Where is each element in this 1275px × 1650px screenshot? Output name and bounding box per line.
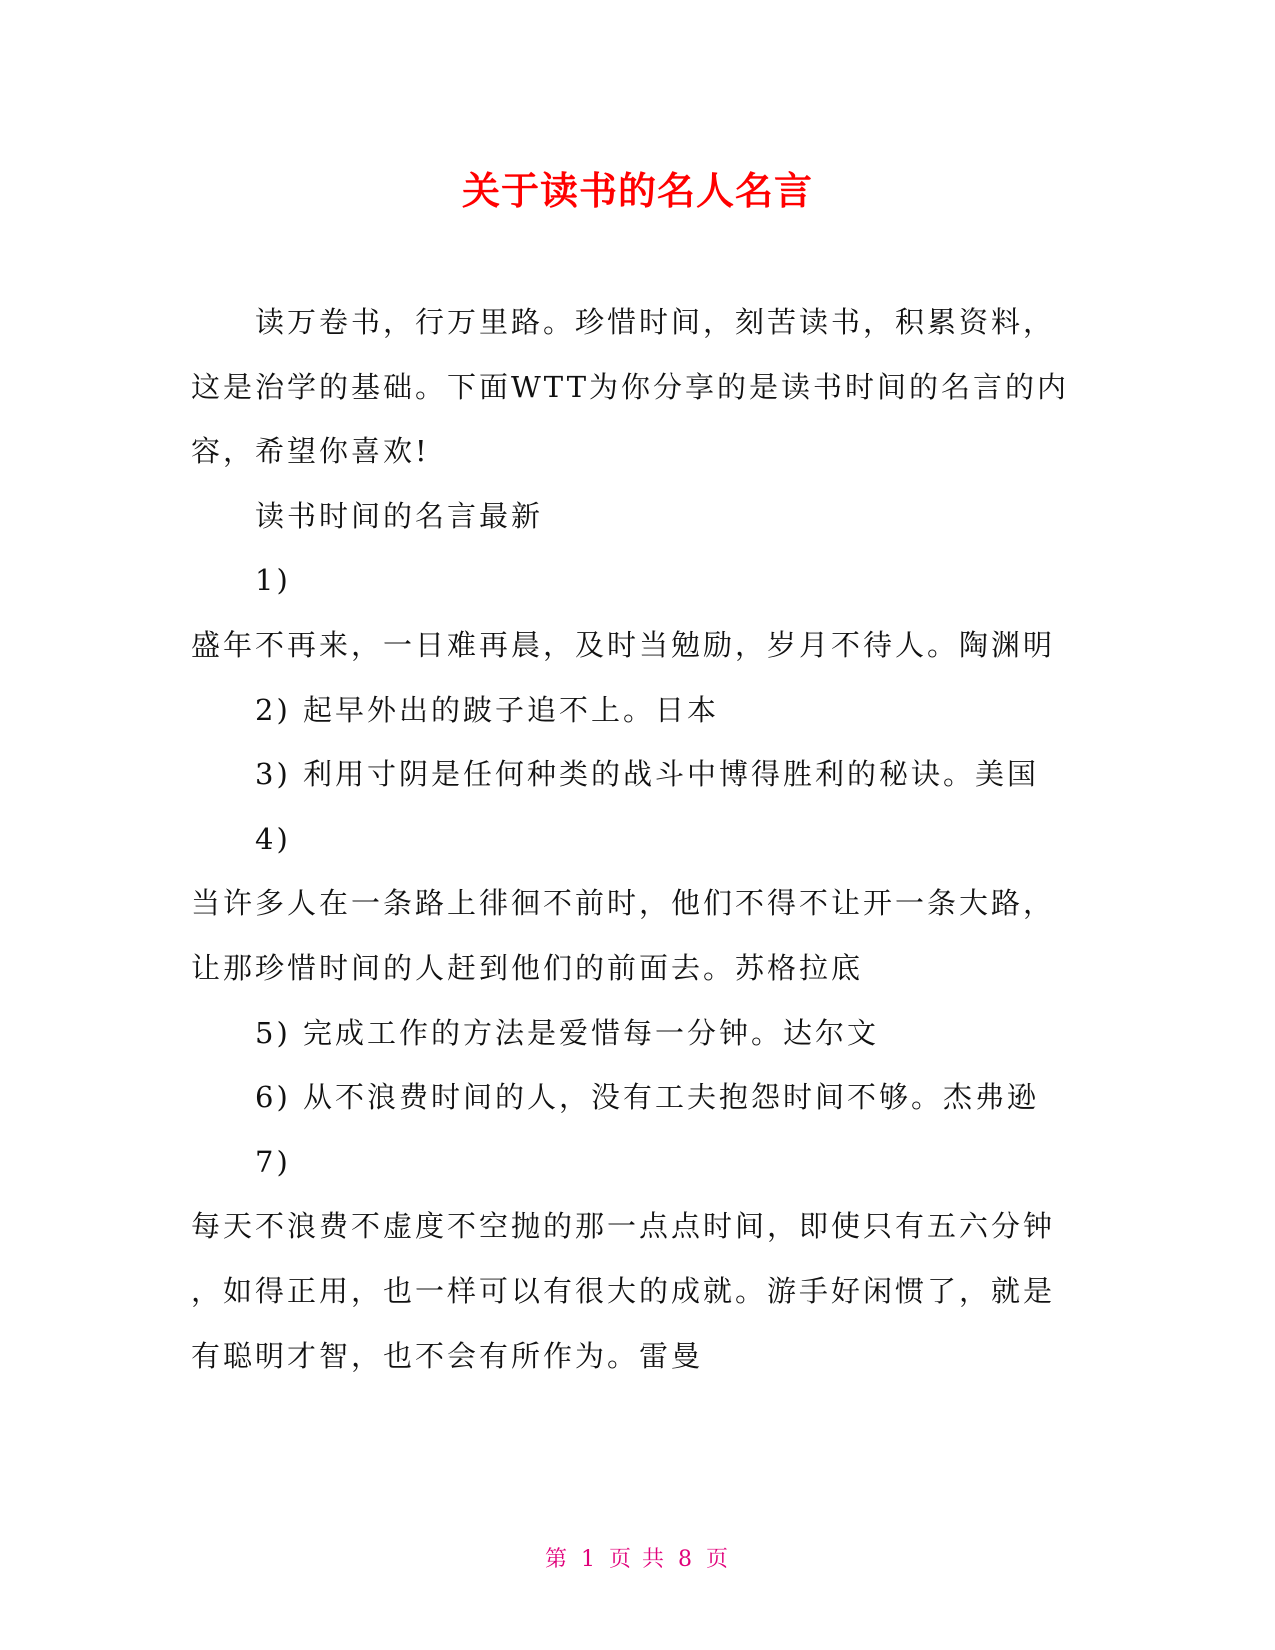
paragraph-line: 读万卷书，行万里路。珍惜时间，刻苦读书，积累资料， bbox=[255, 305, 1056, 339]
quote-line: ，如得正用，也一样可以有很大的成就。游手好闲惯了，就是 bbox=[191, 1273, 1056, 1308]
section-heading: 读书时间的名言最新 bbox=[255, 498, 544, 533]
paragraph-line: 这是治学的基础。下面WTT为你分享的是读书时间的名言的内 bbox=[191, 369, 1070, 404]
quote-line: 每天不浪费不虚度不空抛的那一点点时间，即使只有五六分钟 bbox=[191, 1209, 1056, 1244]
page-number: 1 bbox=[581, 1547, 597, 1572]
list-item: 6) 从不浪费时间的人，没有工夫抱怨时间不够。杰弗逊 bbox=[255, 1080, 1039, 1115]
list-number: 4) bbox=[255, 821, 291, 856]
list-item: 3) 利用寸阴是任何种类的战斗中博得胜利的秘诀。美国 bbox=[255, 757, 1039, 792]
footer-suffix: 页 bbox=[706, 1547, 731, 1572]
list-item: 2) 起早外出的跛子追不上。日本 bbox=[255, 692, 719, 727]
list-number: 1) bbox=[255, 563, 291, 598]
document-title: 关于读书的名人名言 bbox=[461, 169, 813, 213]
list-number: 7) bbox=[255, 1144, 291, 1179]
quote-line: 有聪明才智，也不会有所作为。雷曼 bbox=[191, 1338, 704, 1373]
paragraph-line: 容，希望你喜欢! bbox=[191, 434, 430, 469]
quote-line: 盛年不再来，一日难再晨，及时当勉励，岁月不待人。陶渊明 bbox=[191, 627, 1056, 662]
page-footer bbox=[0, 1542, 1275, 1573]
quote-line: 当许多人在一条路上徘徊不前时，他们不得不让开一条大路， bbox=[191, 886, 1056, 921]
footer-middle: 页 共 bbox=[609, 1547, 666, 1572]
footer-prefix: 第 bbox=[544, 1547, 569, 1572]
list-item: 5) 完成工作的方法是爱惜每一分钟。达尔文 bbox=[255, 1015, 879, 1050]
document-body bbox=[191, 290, 1096, 1388]
quote-line: 让那珍惜时间的人赶到他们的前面去。苏格拉底 bbox=[191, 950, 864, 985]
page-total: 8 bbox=[678, 1547, 694, 1572]
